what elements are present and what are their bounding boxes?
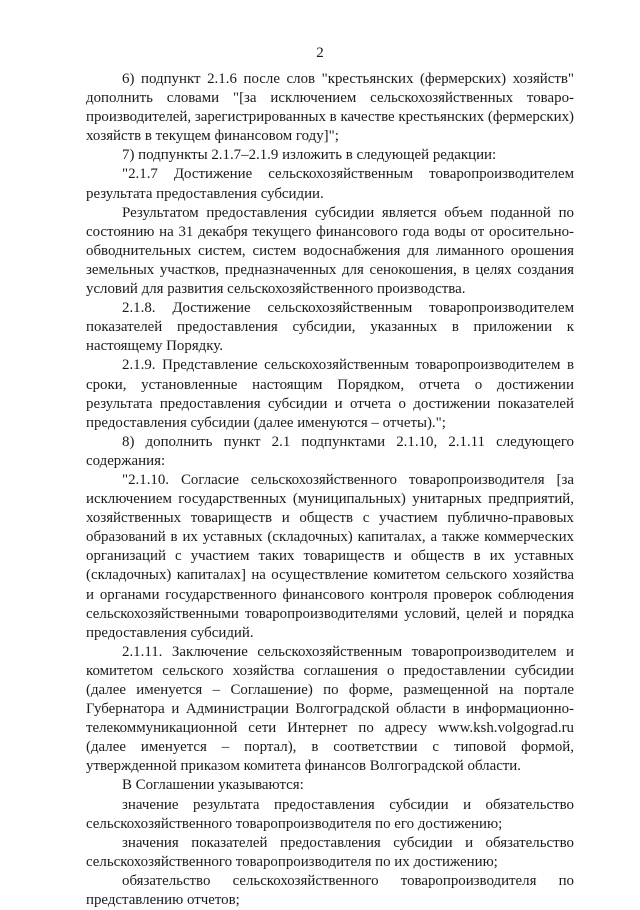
paragraph-amendment-6: 6) подпункт 2.1.6 после слов "крестьянских (фермерских) хозяйств" дополнить словами "[за исключением сельскохозяйственных товаропроизводителей, зарегистрированных в качестве крестьянских (фермерских) хозяйств в текущем финансовом году]"; [86,71,574,145]
paragraph-amendment-8: 8) дополнить пункт 2.1 подпунктами 2.1.10, 2.1.11 следующего содержания: [86,433,574,469]
paragraph-clause-2-1-11: 2.1.11. Заключение сельскохозяйственным товаропроизводителем и комитетом сельского хозяйства соглашения о предоставлении субсидии (далее именуется – Соглашение) по форме, размещенной на портале Губернатора и Администрации Волгоградской области в информационно-телекоммуникационной сети Интернет по адресу www.ksh.volgograd.ru (далее именуется – портал), в соответствии с типовой формой, утвержденной приказом комитета финансов Волгоградской области. [86,643,574,775]
paragraph-agreement-item-reports: обязательство сельскохозяйственного товаропроизводителя по представлению отчетов; [86,872,574,909]
paragraph-clause-2-1-9: 2.1.9. Представление сельскохозяйственным товаропроизводителем в сроки, установленные настоящим Порядком, отчета о достижении результата предоставления субсидии и отчета о достижении показателей предоставления субсидии (далее именуются – отчеты)."; [86,357,574,431]
paragraph-subsidy-result: Результатом предоставления субсидии является объем поданной по состоянию на 31 декабря текущего финансового года воды от оросительно-обводнительных систем, систем водоснабжения для лиманного орошения земельных участков, предназначенных для сенокошения, в целях создания условий для развития сельскохозяйственного производства. [86,204,574,298]
paragraph-agreement-item-indicators: значения показателей предоставления субсидии и обязательство сельскохозяйственного товаропроизводителя по их достижению; [86,834,574,870]
paragraph-clause-2-1-10: "2.1.10. Согласие сельскохозяйственного товаропроизводителя [за исключением государственных (муниципальных) унитарных предприятий, хозяйственных товариществ и обществ с участием публично-правовых образований в их уставных (складочных) капиталах, а также коммерческих организаций с участием таких товариществ и обществ в их уставных (складочных) капиталах] на осуществление комитетом сельского хозяйства и органами государственного финансового контроля проверок соблюдения сельскохозяйственными товаропроизводителями условий, целей и порядка предоставления субсидий. [86,471,574,641]
paragraph-agreement-item-result: значение результата предоставления субсидии и обязательство сельскохозяйственного товаропроизводителя по его достижению; [86,796,574,832]
paragraph-amendment-7: 7) подпункты 2.1.7–2.1.9 изложить в следующей редакции: [122,147,497,164]
page-number: 2 [316,45,324,61]
paragraph-clause-2-1-8: 2.1.8. Достижение сельскохозяйственным товаропроизводителем показателей предоставления субсидии, указанных в приложении к настоящему Порядку. [86,300,574,355]
paragraph-agreement-intro: В Соглашении указываются: [122,777,304,794]
paragraph-clause-2-1-7: "2.1.7 Достижение сельскохозяйственным товаропроизводителем результата предоставления субсидии. [86,166,574,202]
document-body [86,70,574,910]
